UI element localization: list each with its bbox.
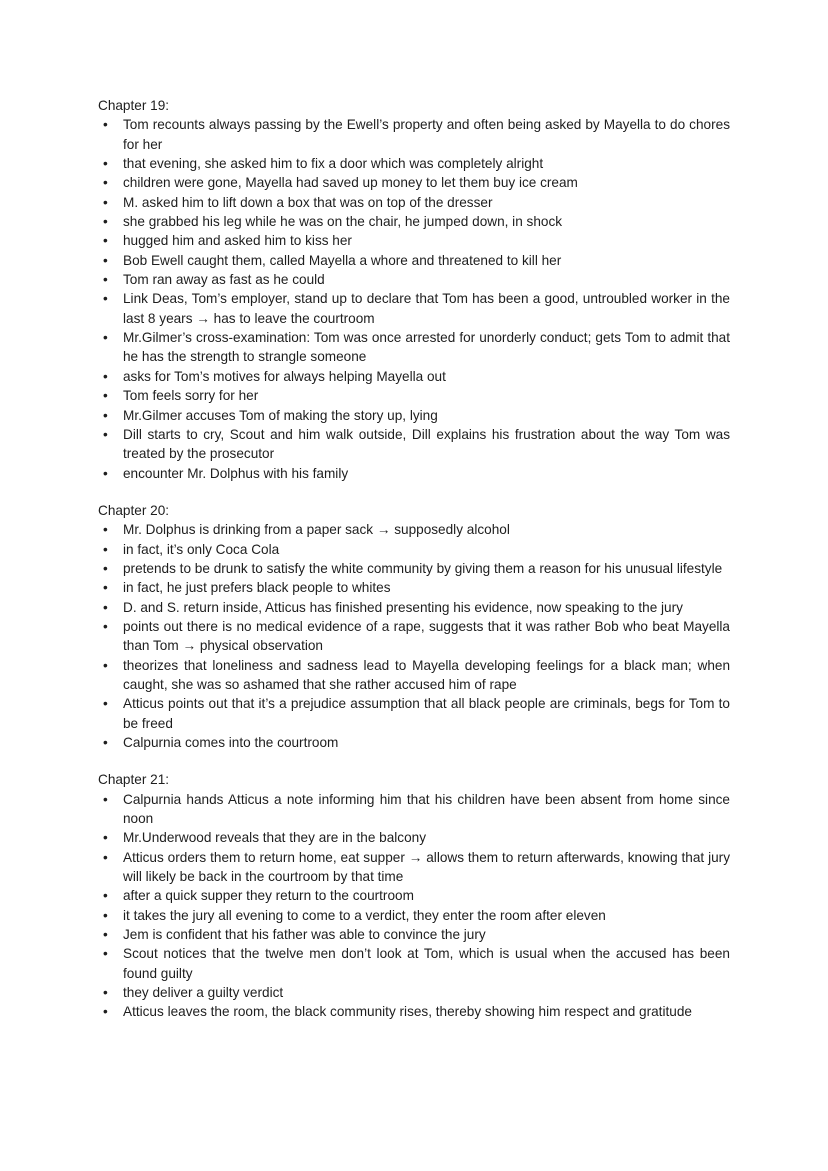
bullet-icon: • xyxy=(103,927,108,943)
bullet-item xyxy=(98,406,730,425)
bullet-item xyxy=(98,464,730,483)
bullet-item xyxy=(98,212,730,231)
bullet-text: asks for Tom’s motives for always helping Mayella out xyxy=(123,368,446,384)
bullet-item xyxy=(98,251,730,270)
bullet-text: D. and S. return inside, Atticus has finished presenting his evidence, now speaking to the jury xyxy=(123,599,683,615)
bullet-text: Scout notices that the twelve men don’t look at Tom, which is usual when the accused has been found guilty xyxy=(123,946,730,981)
bullet-text: M. asked him to lift down a box that was on top of the dresser xyxy=(123,194,493,210)
bullet-icon: • xyxy=(103,330,108,346)
bullet-list xyxy=(98,790,730,1022)
bullet-text: in fact, it’s only Coca Cola xyxy=(123,541,280,557)
bullet-item xyxy=(98,656,730,695)
bullet-text: Mr.Underwood reveals that they are in the balcony xyxy=(123,830,427,846)
bullet-icon: • xyxy=(103,599,108,615)
bullet-item xyxy=(98,944,730,983)
bullet-item xyxy=(98,173,730,192)
bullet-text: Bob Ewell caught them, called Mayella a whore and threatened to kill her xyxy=(123,252,562,268)
bullet-item xyxy=(98,154,730,173)
bullet-item xyxy=(98,270,730,289)
bullet-text: points out there is no medical evidence of a rape, suggests that it was rather Bob who beat Mayella than Tom → physical observation xyxy=(123,618,730,654)
bullet-text: Atticus orders them to return home, eat supper → allows them to return afterwards, knowing that jury will likely be back in the courtroom by that time xyxy=(123,849,730,885)
bullet-item xyxy=(98,231,730,250)
bullet-icon: • xyxy=(103,522,108,538)
bullet-icon: • xyxy=(103,580,108,596)
bullet-text: Mr.Gilmer accuses Tom of making the story up, lying xyxy=(123,407,438,423)
bullet-list xyxy=(98,115,730,483)
bullet-text: Mr.Gilmer’s cross-examination: Tom was once arrested for unorderly conduct; gets Tom to admit that he has the strength to strangle someone xyxy=(123,330,730,365)
bullet-item xyxy=(98,617,730,656)
bullet-text: Tom ran away as fast as he could xyxy=(123,272,325,288)
bullet-item xyxy=(98,790,730,829)
bullet-text: after a quick supper they return to the courtroom xyxy=(123,888,414,904)
bullet-icon: • xyxy=(103,465,108,481)
bullet-icon: • xyxy=(103,541,108,557)
bullet-text: theorizes that loneliness and sadness lead to Mayella developing feelings for a black man; when caught, she was so ashamed that she rather accused him of rape xyxy=(123,657,730,692)
bullet-item xyxy=(98,193,730,212)
bullet-icon: • xyxy=(103,426,108,442)
bullet-item xyxy=(98,848,730,887)
bullet-icon: • xyxy=(103,985,108,1001)
bullet-text: Tom feels sorry for her xyxy=(123,388,259,404)
bullet-icon: • xyxy=(103,888,108,904)
bullet-text: Mr. Dolphus is drinking from a paper sack → supposedly alcohol xyxy=(123,522,510,538)
bullet-icon: • xyxy=(103,1004,108,1020)
bullet-item xyxy=(98,1002,730,1021)
bullet-text: Dill starts to cry, Scout and him walk outside, Dill explains his frustration about the way Tom was treated by the prosecutor xyxy=(123,426,730,462)
bullet-item xyxy=(98,289,730,328)
bullet-icon: • xyxy=(103,946,108,962)
chapter-section xyxy=(98,96,730,483)
bullet-item xyxy=(98,906,730,925)
bullet-text: pretends to be drunk to satisfy the white community by giving them a reason for his unusual lifestyle xyxy=(123,560,723,576)
bullet-icon: • xyxy=(103,156,108,172)
bullet-item xyxy=(98,598,730,617)
bullet-text: that evening, she asked him to fix a door which was completely alright xyxy=(123,156,544,172)
bullet-icon: • xyxy=(103,618,108,634)
bullet-item xyxy=(98,520,730,539)
bullet-item xyxy=(98,386,730,405)
bullet-icon: • xyxy=(103,388,108,404)
bullet-list xyxy=(98,520,730,752)
bullet-text: hugged him and asked him to kiss her xyxy=(123,233,352,249)
bullet-item xyxy=(98,578,730,597)
bullet-icon: • xyxy=(103,175,108,191)
bullet-icon: • xyxy=(103,657,108,673)
bullet-text: Atticus points out that it’s a prejudice assumption that all black people are criminals, begs for Tom to be freed xyxy=(123,696,730,731)
bullet-item xyxy=(98,367,730,386)
bullet-item xyxy=(98,115,730,154)
bullet-text: children were gone, Mayella had saved up money to let them buy ice cream xyxy=(123,175,578,191)
chapter-heading: Chapter 21: xyxy=(98,772,170,788)
bullet-text: Calpurnia hands Atticus a note informing him that his children have been absent from home since noon xyxy=(123,791,730,827)
bullet-icon: • xyxy=(103,735,108,750)
document-content xyxy=(98,96,730,1022)
bullet-icon: • xyxy=(103,368,108,384)
bullet-icon: • xyxy=(103,252,108,268)
bullet-item xyxy=(98,983,730,1002)
bullet-icon: • xyxy=(103,291,108,307)
bullet-icon: • xyxy=(103,696,108,712)
bullet-item xyxy=(98,694,730,733)
bullet-icon: • xyxy=(103,233,108,249)
bullet-text: in fact, he just prefers black people to whites xyxy=(123,580,391,596)
bullet-item xyxy=(98,540,730,559)
bullet-item xyxy=(98,328,730,367)
bullet-icon: • xyxy=(103,830,108,846)
bullet-icon: • xyxy=(103,272,108,288)
bullet-text: encounter Mr. Dolphus with his family xyxy=(123,465,349,481)
chapter-heading: Chapter 20: xyxy=(98,502,170,518)
bullet-icon: • xyxy=(103,117,108,133)
bullet-item xyxy=(98,886,730,905)
bullet-item xyxy=(98,925,730,944)
bullet-icon: • xyxy=(103,849,108,865)
bullet-text: she grabbed his leg while he was on the chair, he jumped down, in shock xyxy=(123,214,563,230)
bullet-icon: • xyxy=(103,407,108,423)
chapter-section xyxy=(98,501,730,752)
bullet-text: Jem is confident that his father was able to convince the jury xyxy=(123,927,486,943)
chapter-heading: Chapter 19: xyxy=(98,98,170,113)
bullet-icon: • xyxy=(103,791,108,807)
bullet-icon: • xyxy=(103,907,108,923)
bullet-text: it takes the jury all evening to come to a verdict, they enter the room after eleven xyxy=(123,907,606,923)
bullet-item xyxy=(98,828,730,847)
bullet-text: Link Deas, Tom’s employer, stand up to declare that Tom has been a good, untroubled worker in the last 8 years → has to leave the courtroom xyxy=(123,291,730,326)
bullet-icon: • xyxy=(103,560,108,576)
bullet-item xyxy=(98,559,730,578)
bullet-text: Atticus leaves the room, the black community rises, thereby showing him respect and gratitude xyxy=(123,1004,692,1020)
bullet-item xyxy=(98,425,730,464)
bullet-text: they deliver a guilty verdict xyxy=(123,985,284,1001)
chapter-section xyxy=(98,770,730,1021)
bullet-text: Calpurnia comes into the courtroom xyxy=(123,735,339,750)
bullet-icon: • xyxy=(103,194,108,210)
bullet-icon: • xyxy=(103,214,108,230)
bullet-text: Tom recounts always passing by the Ewell’s property and often being asked by Mayella to do chores for her xyxy=(123,117,730,152)
bullet-item xyxy=(98,733,730,752)
